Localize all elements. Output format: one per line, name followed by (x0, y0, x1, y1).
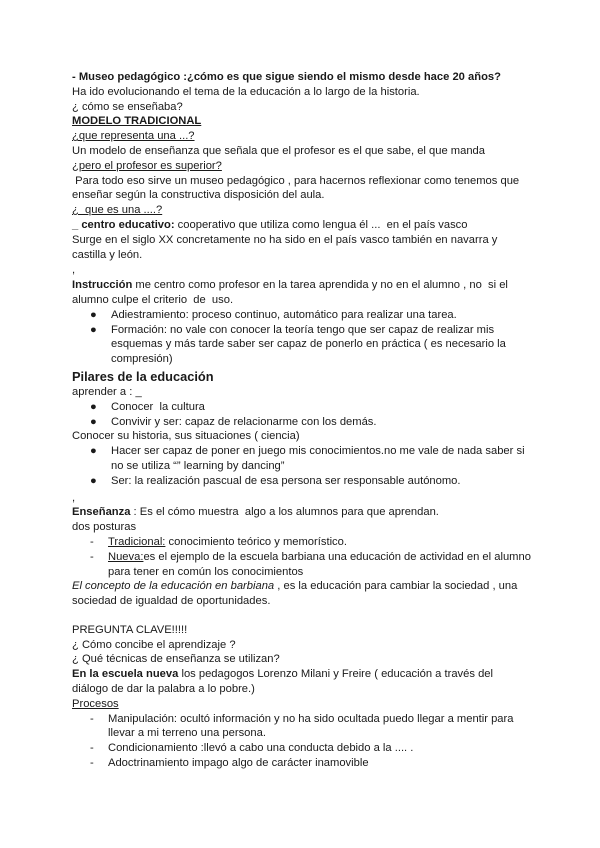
proceso-text: Adoctrinamiento impago algo de carácter inamovible (108, 757, 369, 770)
bullet-marker: ● (90, 445, 97, 458)
concepto-text: , es la educación para cambiar la sociedad , una (274, 580, 518, 593)
bullet-text: Hacer ser capaz de poner en juego mis conocimientos.no me vale de nada saber si no se utiliza “” learning by dancing” (111, 445, 525, 472)
intro-line-2: ¿ cómo se enseñaba? (72, 100, 183, 113)
ensenanza-label: Enseñanza (72, 506, 131, 519)
ensenanza-text: : Es el cómo muestra algo a los alumnos para que aprendan. (130, 506, 439, 519)
dash-marker: - (90, 535, 94, 548)
postura-text: conocimiento teórico y memorístico. (165, 535, 347, 548)
ensenanza-posturas: dos posturas (72, 521, 137, 534)
bullet-marker: ● (90, 308, 97, 321)
instruccion-line-2: alumno culpe el criterio de uso. (72, 293, 234, 306)
list-item (72, 712, 532, 742)
pilares-bullet-list-2 (72, 444, 532, 488)
centro-label: _ centro educativo: (72, 218, 175, 231)
pilares-bullet-list-1 (72, 400, 532, 430)
list-item (72, 474, 532, 489)
modelo-answer-2-line-1: Para todo eso sirve un museo pedagógico , para hacernos reflexionar como tenemos que (72, 174, 520, 187)
bullet-marker: ● (90, 415, 97, 428)
list-item (72, 535, 532, 550)
instruccion-bullet-list (72, 308, 532, 367)
escuela-paragraph (72, 667, 532, 682)
modelo-heading: MODELO TRADICIONAL (72, 115, 202, 128)
concepto-italic: El concepto de la educación en barbiana (72, 580, 275, 593)
ensenanza-dash-list (72, 535, 532, 579)
proceso-text: Condicionamiento :llevó a cabo una conducta debido a la .... . (108, 742, 414, 755)
separator-comma-2: , (72, 491, 76, 504)
list-item (72, 741, 532, 756)
intro-line-1: Ha ido evolucionando el tema de la educación a lo largo de la historia. (72, 85, 420, 98)
ensenanza-paragraph (72, 505, 532, 520)
escuela-label: En la escuela nueva (72, 668, 179, 681)
bullet-text: Convivir y ser: capaz de relacionarme con los demás. (111, 415, 377, 428)
procesos-heading: Procesos (72, 697, 119, 710)
separator-comma-1: , (72, 264, 76, 277)
modelo-question-2: ¿pero el profesor es superior? (72, 159, 222, 172)
bullet-text: Formación: no vale con conocer la teoría tengo que ser capaz de realizar mis esquemas y más tarde saber ser capaz de ponerlo en práctica ( es necesario la compresión) (111, 323, 506, 366)
centro-line-3: castilla y león. (72, 248, 143, 261)
instruccion-label: Instrucción (72, 279, 133, 292)
centro-paragraph (72, 218, 532, 233)
list-item (72, 415, 532, 430)
centro-line-2: Surge en el siglo XX concretamente no ha sido en el país vasco también en navarra y (72, 233, 498, 246)
modelo-question-3: ¿ que es una ....? (72, 204, 163, 217)
postura-text: es el ejemplo de la escuela barbiana una educación de actividad en el alumno para tener en común los conocimientos (108, 550, 531, 578)
list-item (72, 550, 532, 580)
list-item (72, 444, 532, 474)
pregunta-question-2: ¿ Qué técnicas de enseñanza se utilizan? (72, 653, 280, 666)
modelo-question-1: ¿que representa una ...? (72, 130, 195, 143)
bullet-marker: ● (90, 474, 97, 487)
escuela-line-2: diálogo de dar la palabra a lo pobre.) (72, 683, 255, 696)
modelo-answer-2-line-2: enseñar según la constructiva disposición del aula. (72, 189, 325, 202)
dash-marker: - (90, 757, 94, 770)
instruccion-text: me centro como profesor en la tarea aprendida y no en el alumno , no si el (132, 279, 508, 292)
bullet-text: Conocer la cultura (111, 400, 205, 413)
dash-marker: - (90, 712, 94, 725)
document-page (72, 70, 532, 771)
modelo-answer-1: Un modelo de enseñanza que señala que el profesor es el que sabe, el que manda (72, 144, 485, 157)
list-item (72, 756, 532, 771)
centro-text: cooperativo que utiliza como lengua él ... en el país vasco (174, 218, 468, 231)
pilares-aprender: aprender a : _ (72, 385, 142, 398)
proceso-text: Manipulación: ocultó información y no ha sido ocultada puedo llegar a mentir para llevar a mi terreno una persona. (108, 712, 514, 740)
concepto-paragraph (72, 579, 532, 594)
document-title: - Museo pedagógico :¿cómo es que sigue siendo el mismo desde hace 20 años? (72, 71, 501, 83)
dash-marker: - (90, 550, 94, 563)
pilares-heading: Pilares de la educación (72, 368, 214, 384)
list-item (72, 308, 532, 323)
list-item (72, 400, 532, 415)
pregunta-question-1: ¿ Cómo concibe el aprendizaje ? (72, 638, 236, 651)
bullet-marker: ● (90, 400, 97, 413)
instruccion-paragraph (72, 278, 532, 293)
postura-label: Tradicional: (108, 535, 166, 548)
escuela-text: los pedagogos Lorenzo Milani y Freire ( educación a través del (178, 668, 494, 681)
list-item (72, 323, 532, 367)
postura-label: Nueva: (108, 550, 144, 563)
pilares-conocer: Conocer su historia, sus situaciones ( ciencia) (72, 430, 300, 443)
pregunta-heading: PREGUNTA CLAVE!!!!! (72, 623, 188, 636)
bullet-marker: ● (90, 323, 97, 336)
concepto-line-2: sociedad de igualdad de oportunidades. (72, 595, 271, 608)
bullet-text: Ser: la realización pascual de esa persona ser responsable autónomo. (111, 474, 461, 487)
procesos-dash-list (72, 712, 532, 771)
dash-marker: - (90, 742, 94, 755)
bullet-text: Adiestramiento: proceso continuo, automático para realizar una tarea. (111, 308, 457, 321)
